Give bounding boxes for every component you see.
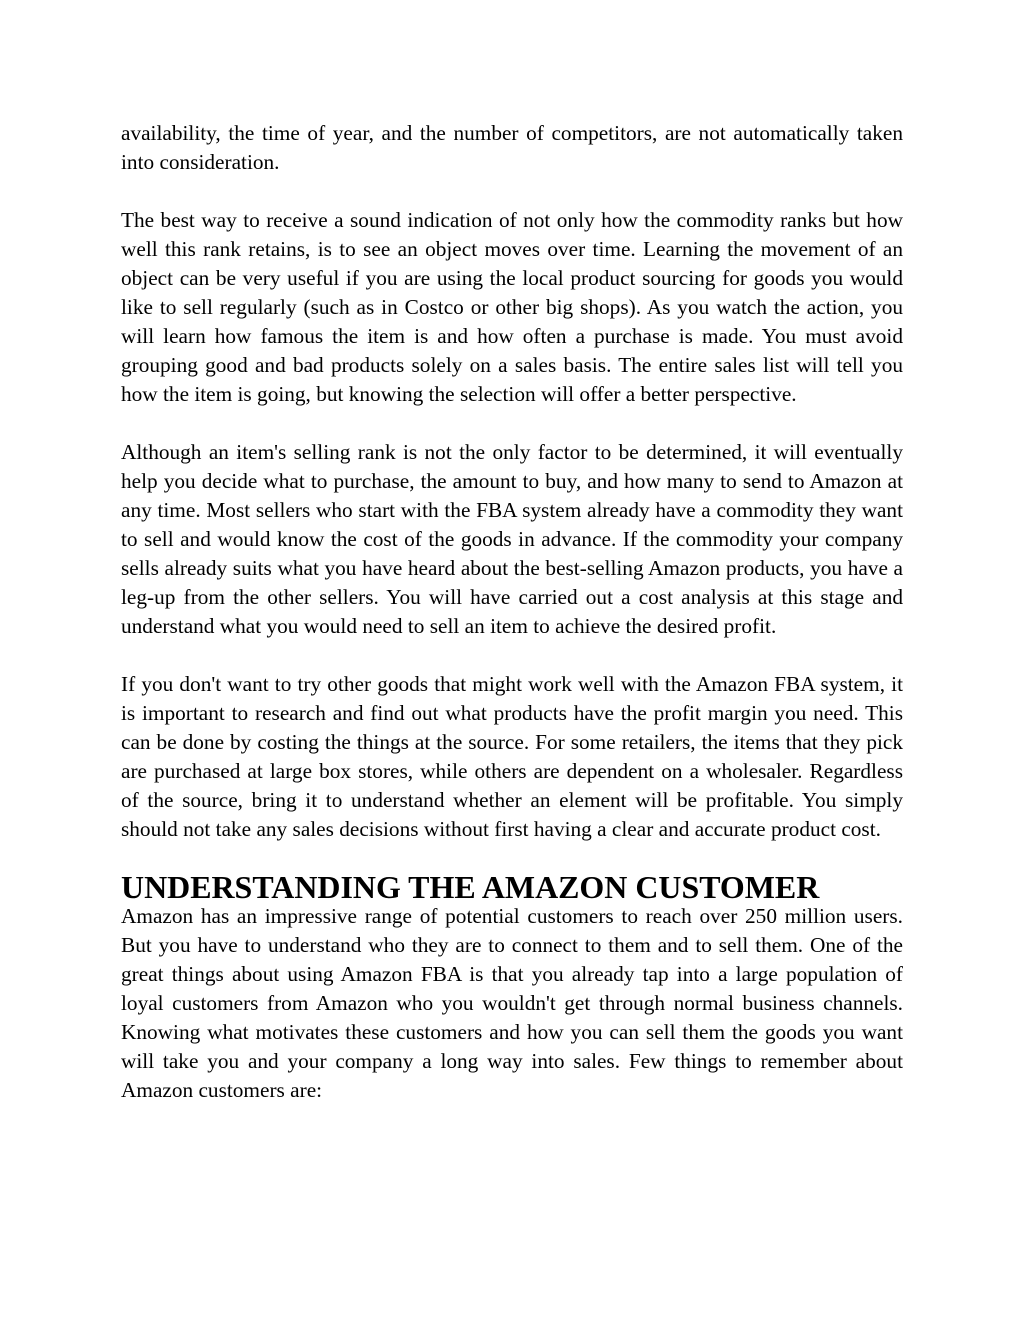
document-body [121, 119, 903, 1134]
paragraph-availability: availability, the time of year, and the number of competitors, are not automatically taken into consideration. [121, 121, 903, 174]
paragraph-sales-rank-over-time: The best way to receive a sound indication of not only how the commodity ranks but how well this rank retains, is to see an object moves over time. Learning the movement of an object can be very useful if you are using the local product sourcing for goods you would like to sell regularly (such as in Costco or other big shops). As you watch the action, you will learn how famous the item is and how often a purchase is made. You must avoid grouping good and bad products solely on a sales basis. The entire sales list will tell you how the item is going, but knowing the selection will offer a better perspective. [121, 208, 903, 406]
paragraph-amazon-customer: Amazon has an impressive range of potential customers to reach over 250 million users. But you have to understand who they are to connect to them and to sell them. One of the great things about using Amazon FBA is that you already tap into a large population of loyal customers from Amazon who you wouldn't get through normal business channels. Knowing what motivates these customers and how you can sell them the goods you want will take you and your company a long way into sales. Few things to remember about Amazon customers are: [121, 904, 903, 1102]
section-heading: UNDERSTANDING THE AMAZON CUSTOMER [121, 870, 820, 905]
paragraph-profit-margin: If you don't want to try other goods that might work well with the Amazon FBA system, it is important to research and find out what products have the profit margin you need. This can be done by costing the things at the source. For some retailers, the items that they pick are purchased at large box stores, while others are dependent on a wholesaler. Regardless of the source, bring it to understand whether an element will be profitable. You simply should not take any sales decisions without first having a clear and accurate product cost. [121, 672, 903, 841]
paragraph-selling-rank-factor: Although an item's selling rank is not the only factor to be determined, it will eventually help you decide what to purchase, the amount to buy, and how many to send to Amazon at any time. Most sellers who start with the FBA system already have a commodity they want to sell and would know the cost of the goods in advance. If the commodity your company sells already suits what you have heard about the best-selling Amazon products, you have a leg-up from the other sellers. You will have carried out a cost analysis at this stage and understand what you would need to sell an item to achieve the desired profit. [121, 440, 903, 638]
